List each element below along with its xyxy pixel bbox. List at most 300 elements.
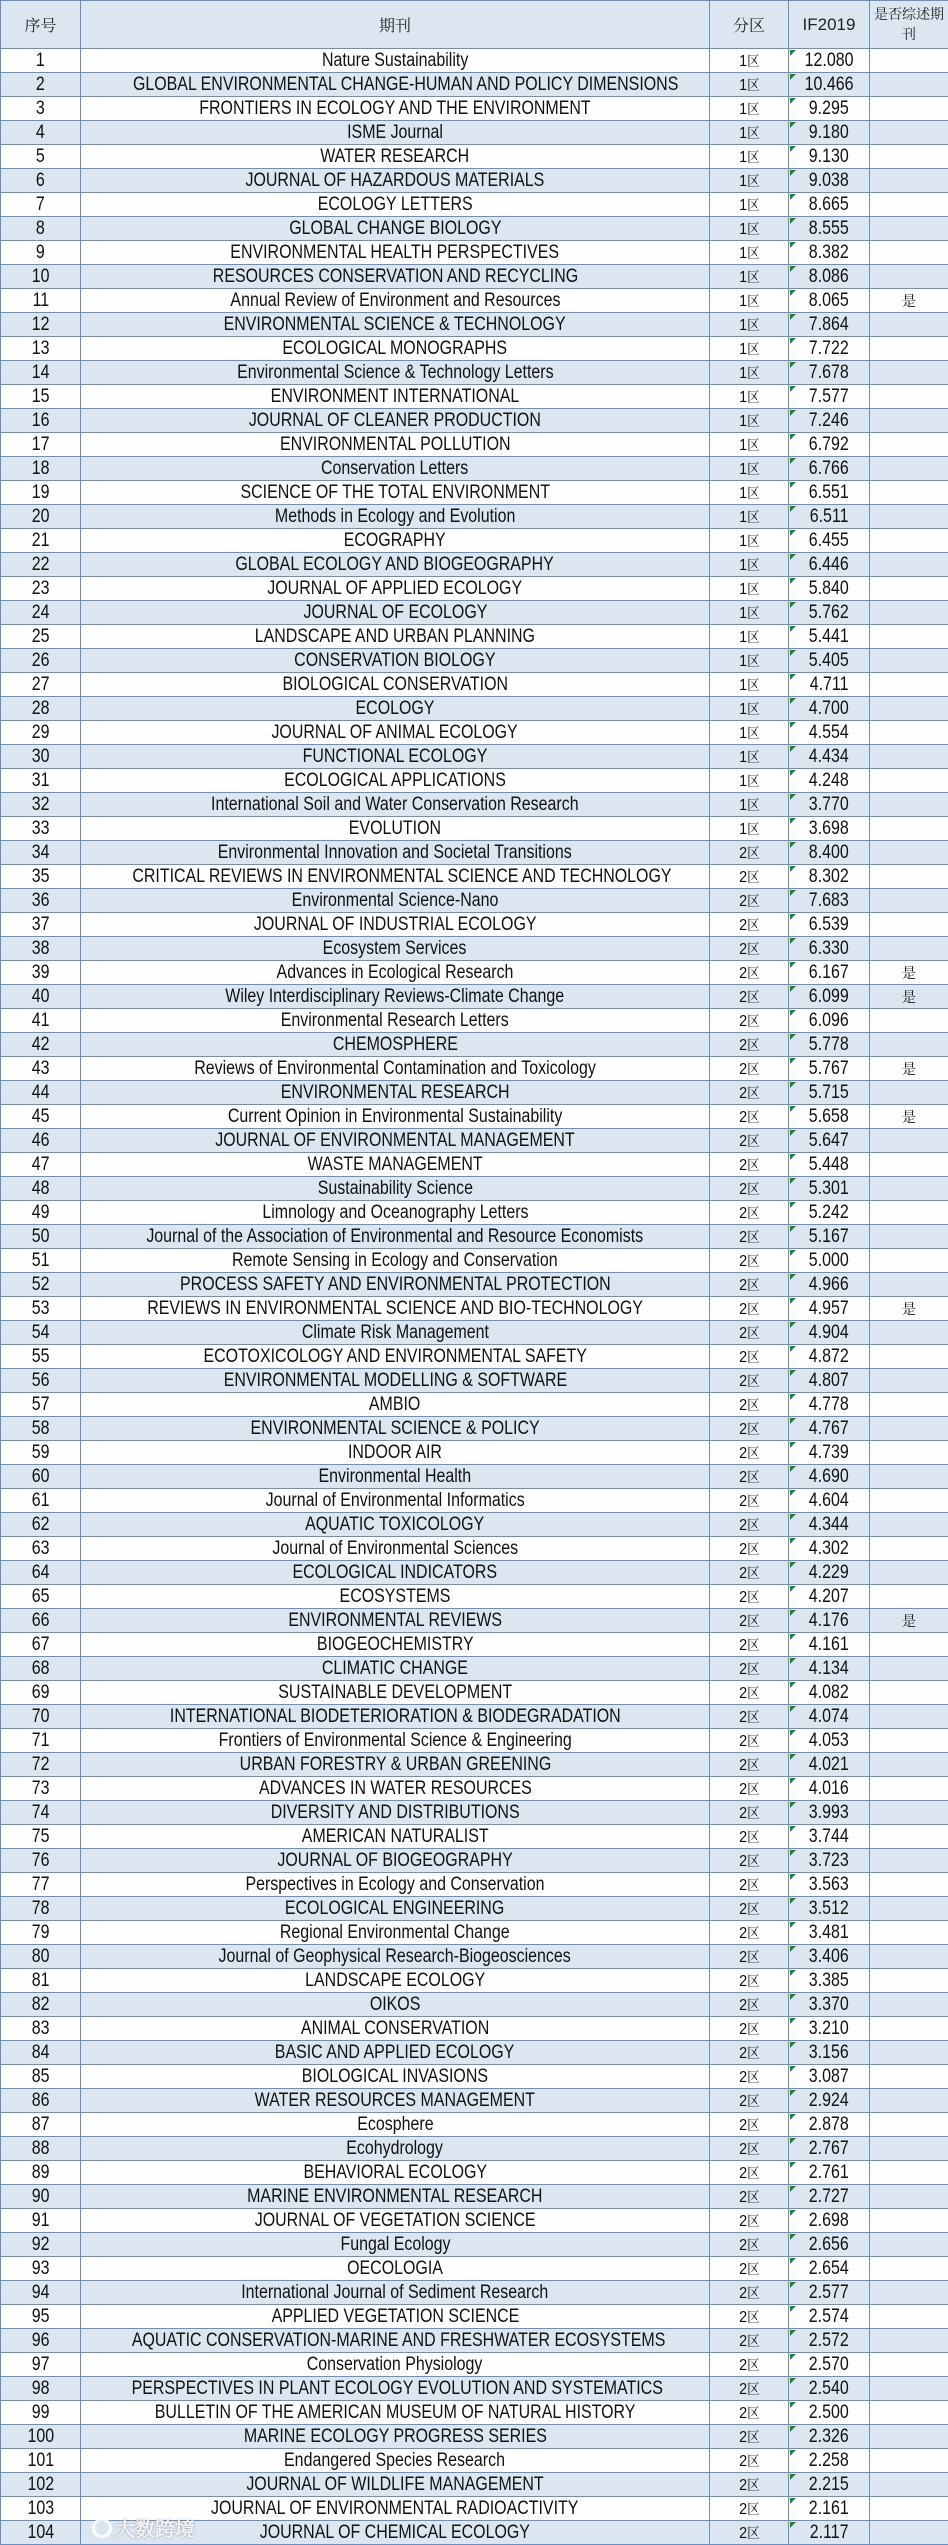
cell-zone[interactable] (710, 841, 789, 865)
cell-journal[interactable] (81, 385, 710, 409)
cell-review[interactable] (870, 2305, 948, 2329)
cell-zone[interactable] (710, 2233, 789, 2257)
cell-no[interactable] (1, 1945, 81, 1969)
cell-no[interactable] (1, 2185, 81, 2209)
cell-if2019[interactable] (789, 1081, 870, 1105)
cell-no[interactable] (1, 1969, 81, 1993)
cell-journal[interactable] (81, 265, 710, 289)
cell-journal[interactable] (81, 1201, 710, 1225)
cell-if2019[interactable] (789, 2017, 870, 2041)
cell-review[interactable] (870, 769, 948, 793)
cell-no[interactable] (1, 2497, 81, 2521)
cell-if2019[interactable] (789, 121, 870, 145)
cell-journal[interactable] (81, 1081, 710, 1105)
cell-if2019[interactable] (789, 961, 870, 985)
cell-no[interactable] (1, 1609, 81, 1633)
cell-if2019[interactable] (789, 937, 870, 961)
cell-no[interactable] (1, 961, 81, 985)
cell-journal[interactable] (81, 817, 710, 841)
cell-review[interactable] (870, 2353, 948, 2377)
cell-no[interactable] (1, 2065, 81, 2089)
cell-if2019[interactable] (789, 889, 870, 913)
cell-review[interactable] (870, 529, 948, 553)
cell-zone[interactable] (710, 97, 789, 121)
cell-journal[interactable] (81, 2401, 710, 2425)
cell-zone[interactable] (710, 697, 789, 721)
cell-if2019[interactable] (789, 1321, 870, 1345)
cell-if2019[interactable] (789, 2353, 870, 2377)
cell-zone[interactable] (710, 2257, 789, 2281)
cell-review[interactable] (870, 2497, 948, 2521)
cell-journal[interactable] (81, 505, 710, 529)
cell-journal[interactable] (81, 937, 710, 961)
cell-zone[interactable] (710, 169, 789, 193)
cell-no[interactable] (1, 2425, 81, 2449)
cell-if2019[interactable] (789, 2473, 870, 2497)
cell-if2019[interactable] (789, 769, 870, 793)
cell-review[interactable] (870, 1105, 948, 1129)
cell-if2019[interactable] (789, 1633, 870, 1657)
cell-if2019[interactable] (789, 649, 870, 673)
cell-if2019[interactable] (789, 241, 870, 265)
cell-review[interactable] (870, 841, 948, 865)
cell-review[interactable] (870, 625, 948, 649)
cell-review[interactable] (870, 1633, 948, 1657)
cell-journal[interactable] (81, 961, 710, 985)
cell-review[interactable] (870, 241, 948, 265)
cell-review[interactable] (870, 313, 948, 337)
cell-review[interactable] (870, 1825, 948, 1849)
cell-journal[interactable] (81, 1441, 710, 1465)
cell-no[interactable] (1, 265, 81, 289)
cell-if2019[interactable] (789, 1993, 870, 2017)
cell-if2019[interactable] (789, 1057, 870, 1081)
cell-zone[interactable] (710, 2113, 789, 2137)
cell-no[interactable] (1, 2329, 81, 2353)
cell-review[interactable] (870, 937, 948, 961)
cell-if2019[interactable] (789, 337, 870, 361)
cell-if2019[interactable] (789, 721, 870, 745)
cell-review[interactable] (870, 817, 948, 841)
cell-journal[interactable] (81, 1153, 710, 1177)
cell-journal[interactable] (81, 1465, 710, 1489)
cell-no[interactable] (1, 649, 81, 673)
header-no[interactable]: 序号 (1, 1, 81, 49)
cell-review[interactable] (870, 1801, 948, 1825)
cell-journal[interactable] (81, 2161, 710, 2185)
cell-zone[interactable] (710, 2305, 789, 2329)
cell-no[interactable] (1, 985, 81, 1009)
cell-review[interactable] (870, 1201, 948, 1225)
cell-no[interactable] (1, 1753, 81, 1777)
cell-review[interactable] (870, 433, 948, 457)
cell-journal[interactable] (81, 2041, 710, 2065)
cell-journal[interactable] (81, 1225, 710, 1249)
cell-review[interactable] (870, 1345, 948, 1369)
cell-if2019[interactable] (789, 985, 870, 1009)
cell-zone[interactable] (710, 721, 789, 745)
cell-journal[interactable] (81, 1729, 710, 1753)
cell-review[interactable] (870, 1753, 948, 1777)
cell-zone[interactable] (710, 673, 789, 697)
cell-journal[interactable] (81, 985, 710, 1009)
cell-zone[interactable] (710, 313, 789, 337)
cell-no[interactable] (1, 2161, 81, 2185)
cell-no[interactable] (1, 1633, 81, 1657)
cell-if2019[interactable] (789, 433, 870, 457)
cell-if2019[interactable] (789, 1369, 870, 1393)
cell-if2019[interactable] (789, 1513, 870, 1537)
cell-review[interactable] (870, 1177, 948, 1201)
cell-zone[interactable] (710, 1057, 789, 1081)
cell-review[interactable] (870, 745, 948, 769)
cell-zone[interactable] (710, 1873, 789, 1897)
cell-journal[interactable] (81, 1609, 710, 1633)
cell-review[interactable] (870, 385, 948, 409)
cell-if2019[interactable] (789, 913, 870, 937)
cell-review[interactable] (870, 1849, 948, 1873)
cell-zone[interactable] (710, 1849, 789, 1873)
cell-zone[interactable] (710, 241, 789, 265)
cell-no[interactable] (1, 2137, 81, 2161)
cell-no[interactable] (1, 49, 81, 73)
cell-journal[interactable] (81, 409, 710, 433)
cell-journal[interactable] (81, 1057, 710, 1081)
cell-if2019[interactable] (789, 481, 870, 505)
cell-review[interactable] (870, 121, 948, 145)
cell-zone[interactable] (710, 913, 789, 937)
cell-no[interactable] (1, 1681, 81, 1705)
cell-no[interactable] (1, 1393, 81, 1417)
cell-journal[interactable] (81, 2521, 710, 2545)
cell-review[interactable] (870, 865, 948, 889)
cell-no[interactable] (1, 1825, 81, 1849)
cell-if2019[interactable] (789, 745, 870, 769)
cell-journal[interactable] (81, 1009, 710, 1033)
cell-review[interactable] (870, 601, 948, 625)
cell-if2019[interactable] (789, 313, 870, 337)
cell-if2019[interactable] (789, 553, 870, 577)
cell-review[interactable] (870, 1489, 948, 1513)
cell-journal[interactable] (81, 2353, 710, 2377)
cell-zone[interactable] (710, 1201, 789, 1225)
cell-review[interactable] (870, 553, 948, 577)
cell-if2019[interactable] (789, 1825, 870, 1849)
cell-review[interactable] (870, 1273, 948, 1297)
cell-no[interactable] (1, 1417, 81, 1441)
cell-journal[interactable] (81, 1777, 710, 1801)
cell-journal[interactable] (81, 721, 710, 745)
cell-no[interactable] (1, 2209, 81, 2233)
cell-journal[interactable] (81, 1321, 710, 1345)
cell-journal[interactable] (81, 1921, 710, 1945)
cell-no[interactable] (1, 1201, 81, 1225)
cell-no[interactable] (1, 97, 81, 121)
cell-review[interactable] (870, 457, 948, 481)
cell-no[interactable] (1, 1513, 81, 1537)
cell-review[interactable] (870, 1225, 948, 1249)
cell-review[interactable] (870, 2161, 948, 2185)
cell-if2019[interactable] (789, 2329, 870, 2353)
cell-no[interactable] (1, 2353, 81, 2377)
cell-zone[interactable] (710, 433, 789, 457)
cell-zone[interactable] (710, 1321, 789, 1345)
cell-zone[interactable] (710, 2425, 789, 2449)
cell-if2019[interactable] (789, 817, 870, 841)
cell-review[interactable] (870, 217, 948, 241)
cell-review[interactable] (870, 1729, 948, 1753)
cell-if2019[interactable] (789, 265, 870, 289)
cell-review[interactable] (870, 577, 948, 601)
cell-if2019[interactable] (789, 1273, 870, 1297)
cell-if2019[interactable] (789, 1945, 870, 1969)
cell-zone[interactable] (710, 529, 789, 553)
cell-zone[interactable] (710, 577, 789, 601)
cell-no[interactable] (1, 1297, 81, 1321)
cell-if2019[interactable] (789, 2281, 870, 2305)
cell-no[interactable] (1, 1537, 81, 1561)
cell-journal[interactable] (81, 1681, 710, 1705)
cell-no[interactable] (1, 2377, 81, 2401)
cell-journal[interactable] (81, 1993, 710, 2017)
cell-zone[interactable] (710, 889, 789, 913)
cell-no[interactable] (1, 913, 81, 937)
cell-journal[interactable] (81, 2305, 710, 2329)
cell-journal[interactable] (81, 913, 710, 937)
cell-zone[interactable] (710, 1465, 789, 1489)
cell-if2019[interactable] (789, 2449, 870, 2473)
cell-zone[interactable] (710, 937, 789, 961)
cell-journal[interactable] (81, 241, 710, 265)
cell-zone[interactable] (710, 2401, 789, 2425)
cell-no[interactable] (1, 2473, 81, 2497)
cell-journal[interactable] (81, 2497, 710, 2521)
cell-journal[interactable] (81, 1537, 710, 1561)
cell-review[interactable] (870, 985, 948, 1009)
cell-no[interactable] (1, 601, 81, 625)
cell-journal[interactable] (81, 1369, 710, 1393)
cell-zone[interactable] (710, 961, 789, 985)
cell-zone[interactable] (710, 409, 789, 433)
cell-no[interactable] (1, 73, 81, 97)
cell-journal[interactable] (81, 1801, 710, 1825)
cell-review[interactable] (870, 673, 948, 697)
cell-review[interactable] (870, 1705, 948, 1729)
cell-review[interactable] (870, 2113, 948, 2137)
cell-if2019[interactable] (789, 1489, 870, 1513)
cell-journal[interactable] (81, 745, 710, 769)
cell-zone[interactable] (710, 1513, 789, 1537)
cell-no[interactable] (1, 409, 81, 433)
cell-zone[interactable] (710, 1945, 789, 1969)
cell-no[interactable] (1, 1489, 81, 1513)
cell-journal[interactable] (81, 1393, 710, 1417)
cell-no[interactable] (1, 1465, 81, 1489)
cell-if2019[interactable] (789, 2113, 870, 2137)
cell-no[interactable] (1, 217, 81, 241)
cell-zone[interactable] (710, 2017, 789, 2041)
cell-no[interactable] (1, 697, 81, 721)
cell-journal[interactable] (81, 49, 710, 73)
cell-review[interactable] (870, 97, 948, 121)
cell-review[interactable] (870, 1153, 948, 1177)
cell-if2019[interactable] (789, 1969, 870, 1993)
cell-review[interactable] (870, 1009, 948, 1033)
cell-review[interactable] (870, 169, 948, 193)
cell-review[interactable] (870, 2401, 948, 2425)
cell-zone[interactable] (710, 745, 789, 769)
cell-review[interactable] (870, 2473, 948, 2497)
cell-zone[interactable] (710, 1705, 789, 1729)
cell-journal[interactable] (81, 1873, 710, 1897)
cell-review[interactable] (870, 2377, 948, 2401)
cell-review[interactable] (870, 337, 948, 361)
cell-no[interactable] (1, 1033, 81, 1057)
cell-zone[interactable] (710, 1009, 789, 1033)
cell-review[interactable] (870, 505, 948, 529)
cell-zone[interactable] (710, 2041, 789, 2065)
cell-if2019[interactable] (789, 1297, 870, 1321)
cell-no[interactable] (1, 1081, 81, 1105)
cell-journal[interactable] (81, 1657, 710, 1681)
cell-review[interactable] (870, 1249, 948, 1273)
cell-if2019[interactable] (789, 625, 870, 649)
cell-no[interactable] (1, 1177, 81, 1201)
cell-zone[interactable] (710, 1657, 789, 1681)
cell-journal[interactable] (81, 1753, 710, 1777)
cell-journal[interactable] (81, 1969, 710, 1993)
cell-if2019[interactable] (789, 2425, 870, 2449)
cell-journal[interactable] (81, 625, 710, 649)
cell-if2019[interactable] (789, 1657, 870, 1681)
cell-zone[interactable] (710, 2449, 789, 2473)
cell-journal[interactable] (81, 361, 710, 385)
cell-review[interactable] (870, 1057, 948, 1081)
cell-if2019[interactable] (789, 1393, 870, 1417)
cell-journal[interactable] (81, 793, 710, 817)
cell-journal[interactable] (81, 1945, 710, 1969)
cell-if2019[interactable] (789, 2377, 870, 2401)
cell-journal[interactable] (81, 673, 710, 697)
cell-zone[interactable] (710, 385, 789, 409)
cell-no[interactable] (1, 1345, 81, 1369)
cell-if2019[interactable] (789, 2065, 870, 2089)
cell-if2019[interactable] (789, 577, 870, 601)
cell-review[interactable] (870, 1873, 948, 1897)
cell-if2019[interactable] (789, 1201, 870, 1225)
cell-review[interactable] (870, 1393, 948, 1417)
cell-no[interactable] (1, 145, 81, 169)
cell-zone[interactable] (710, 1417, 789, 1441)
cell-zone[interactable] (710, 1921, 789, 1945)
cell-review[interactable] (870, 1033, 948, 1057)
cell-journal[interactable] (81, 2257, 710, 2281)
cell-if2019[interactable] (789, 529, 870, 553)
cell-review[interactable] (870, 913, 948, 937)
cell-no[interactable] (1, 745, 81, 769)
cell-zone[interactable] (710, 121, 789, 145)
cell-review[interactable] (870, 2065, 948, 2089)
cell-journal[interactable] (81, 1705, 710, 1729)
cell-review[interactable] (870, 1465, 948, 1489)
cell-no[interactable] (1, 1777, 81, 1801)
cell-if2019[interactable] (789, 385, 870, 409)
cell-no[interactable] (1, 721, 81, 745)
cell-if2019[interactable] (789, 1537, 870, 1561)
cell-journal[interactable] (81, 1417, 710, 1441)
cell-no[interactable] (1, 241, 81, 265)
cell-zone[interactable] (710, 601, 789, 625)
cell-journal[interactable] (81, 601, 710, 625)
cell-if2019[interactable] (789, 409, 870, 433)
cell-no[interactable] (1, 553, 81, 577)
cell-zone[interactable] (710, 1897, 789, 1921)
cell-review[interactable] (870, 145, 948, 169)
cell-zone[interactable] (710, 1489, 789, 1513)
cell-no[interactable] (1, 1657, 81, 1681)
cell-zone[interactable] (710, 1441, 789, 1465)
cell-journal[interactable] (81, 2017, 710, 2041)
cell-zone[interactable] (710, 625, 789, 649)
cell-no[interactable] (1, 1225, 81, 1249)
cell-journal[interactable] (81, 337, 710, 361)
cell-zone[interactable] (710, 1609, 789, 1633)
cell-no[interactable] (1, 1057, 81, 1081)
header-review[interactable]: 是否综述期刊 (870, 1, 948, 49)
cell-zone[interactable] (710, 1297, 789, 1321)
cell-if2019[interactable] (789, 1249, 870, 1273)
cell-zone[interactable] (710, 49, 789, 73)
cell-review[interactable] (870, 193, 948, 217)
cell-no[interactable] (1, 1921, 81, 1945)
cell-if2019[interactable] (789, 1921, 870, 1945)
cell-review[interactable] (870, 1321, 948, 1345)
cell-if2019[interactable] (789, 601, 870, 625)
cell-review[interactable] (870, 2209, 948, 2233)
cell-no[interactable] (1, 625, 81, 649)
cell-no[interactable] (1, 1849, 81, 1873)
cell-zone[interactable] (710, 2473, 789, 2497)
cell-review[interactable] (870, 73, 948, 97)
cell-no[interactable] (1, 1321, 81, 1345)
cell-zone[interactable] (710, 1153, 789, 1177)
cell-journal[interactable] (81, 2281, 710, 2305)
cell-review[interactable] (870, 1513, 948, 1537)
cell-journal[interactable] (81, 289, 710, 313)
cell-journal[interactable] (81, 313, 710, 337)
cell-no[interactable] (1, 433, 81, 457)
cell-journal[interactable] (81, 433, 710, 457)
cell-review[interactable] (870, 889, 948, 913)
cell-journal[interactable] (81, 217, 710, 241)
cell-if2019[interactable] (789, 865, 870, 889)
cell-no[interactable] (1, 817, 81, 841)
cell-journal[interactable] (81, 2089, 710, 2113)
cell-zone[interactable] (710, 1777, 789, 1801)
cell-zone[interactable] (710, 1825, 789, 1849)
cell-journal[interactable] (81, 169, 710, 193)
cell-zone[interactable] (710, 1081, 789, 1105)
cell-review[interactable] (870, 1681, 948, 1705)
cell-if2019[interactable] (789, 1681, 870, 1705)
cell-review[interactable] (870, 2041, 948, 2065)
cell-zone[interactable] (710, 1249, 789, 1273)
cell-review[interactable] (870, 1945, 948, 1969)
cell-zone[interactable] (710, 1993, 789, 2017)
cell-if2019[interactable] (789, 2041, 870, 2065)
cell-journal[interactable] (81, 1273, 710, 1297)
cell-no[interactable] (1, 505, 81, 529)
